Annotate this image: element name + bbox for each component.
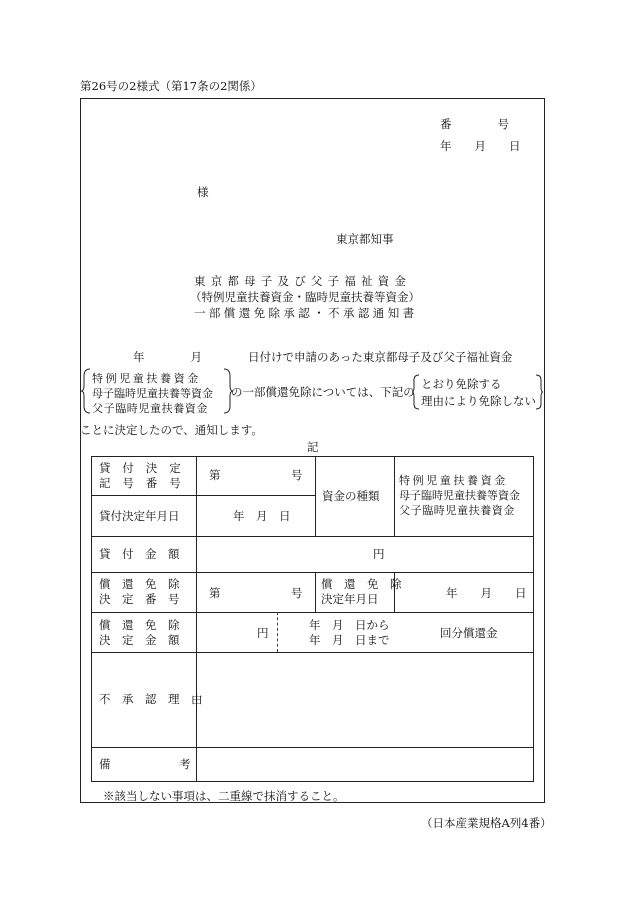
table-line <box>91 747 534 748</box>
loan-amount-label: 貸 付 金 額 <box>99 547 180 561</box>
exemption-date-label-1: 償 還 免 除 <box>321 577 402 591</box>
exemption-no-dai: 第 <box>209 586 221 600</box>
result-option-1: とおり免除する <box>421 377 502 391</box>
table-border-left <box>91 456 92 782</box>
fund-type-2: 母子臨時児童扶養等資金 <box>399 489 520 502</box>
table-line <box>91 495 315 496</box>
table-line <box>196 456 197 782</box>
exemption-amount-yen: 円 <box>257 626 269 640</box>
addressee-suffix: 様 <box>197 185 209 199</box>
table-line <box>394 456 395 536</box>
fund-option-1: 特例児童扶養資金 <box>92 372 201 385</box>
ki-heading: 記 <box>307 440 319 454</box>
period-from: 年 月 日から <box>309 618 390 632</box>
loan-decision-date-label: 貸付決定年月日 <box>99 509 180 523</box>
table-dashed-line <box>277 612 278 652</box>
table-border-bottom <box>91 781 534 782</box>
table-border-top <box>91 456 534 457</box>
loan-decision-no-go: 号 <box>291 468 303 482</box>
details-table <box>91 456 534 782</box>
exemption-no-label-2: 決 定 番 号 <box>99 592 180 606</box>
table-border-right <box>533 456 534 782</box>
body-line-1: 年 月 日付けで申請のあった東京都母子及び父子福祉資金 <box>133 350 513 364</box>
table-line <box>91 652 534 653</box>
exemption-no-go: 号 <box>291 586 303 600</box>
exemption-no-label-1: 償 還 免 除 <box>99 577 180 591</box>
rejection-reason-label: 不 承 認 理 由 <box>99 692 203 706</box>
table-line <box>91 612 534 613</box>
paper-size: （日本産業規格A列4番） <box>421 816 552 830</box>
table-line <box>91 572 534 573</box>
title-line-2: （特例児童扶養資金・臨時児童扶養等資金） <box>190 290 420 304</box>
loan-decision-no-label-1: 貸 付 決 定 <box>99 461 181 475</box>
installments-label: 回分償還金 <box>440 626 498 640</box>
body-mid-text: の一部償還免除については、下記の <box>231 385 415 399</box>
right-brace-open <box>411 374 421 410</box>
loan-decision-date-value: 年 月 日 <box>233 509 291 523</box>
period-to: 年 月 日まで <box>309 633 390 647</box>
document-date: 年 月 日 <box>440 139 521 153</box>
body-line-3: ことに決定したので、通知します。 <box>80 423 263 437</box>
rejection-reason-field[interactable] <box>301 662 521 742</box>
remarks-label-right: 考 <box>179 757 191 771</box>
loan-decision-no-label-2: 記 号 番 号 <box>99 476 181 490</box>
loan-amount-yen: 円 <box>373 547 385 561</box>
table-line <box>315 456 316 536</box>
fund-type-1: 特例児童扶養資金 <box>399 474 508 487</box>
table-line <box>315 572 316 612</box>
exemption-date-label-2: 決定年月日 <box>321 592 379 606</box>
left-brace-open <box>80 368 92 414</box>
exemption-date-value: 年 月 日 <box>446 586 527 600</box>
title-line-1: 東京都母子及び父子福祉資金 <box>194 274 412 288</box>
table-line <box>91 536 534 537</box>
fund-option-2: 母子臨時児童扶養等資金 <box>92 387 213 400</box>
fund-type-label: 資金の種類 <box>322 489 380 503</box>
loan-decision-no-dai: 第 <box>209 468 221 482</box>
title-line-3: 一部償還免除承認・不承認通知書 <box>194 306 418 320</box>
document-number: 番 号 <box>440 117 509 131</box>
issuer: 東京都知事 <box>336 232 394 246</box>
fund-type-3: 父子臨時児童扶養資金 <box>399 504 515 517</box>
form-id: 第26号の2様式（第17条の2関係） <box>80 79 262 93</box>
exemption-amount-label-2: 決 定 金 額 <box>99 633 180 647</box>
fund-option-3: 父子臨時児童扶養資金 <box>92 402 208 415</box>
remarks-label-left: 備 <box>99 757 111 771</box>
right-brace-close <box>534 374 544 410</box>
result-option-2: 理由により免除しない <box>421 394 536 408</box>
exemption-amount-label-1: 償 還 免 除 <box>99 618 180 632</box>
footnote: ※該当しない事項は、二重線で抹消すること。 <box>103 789 345 803</box>
